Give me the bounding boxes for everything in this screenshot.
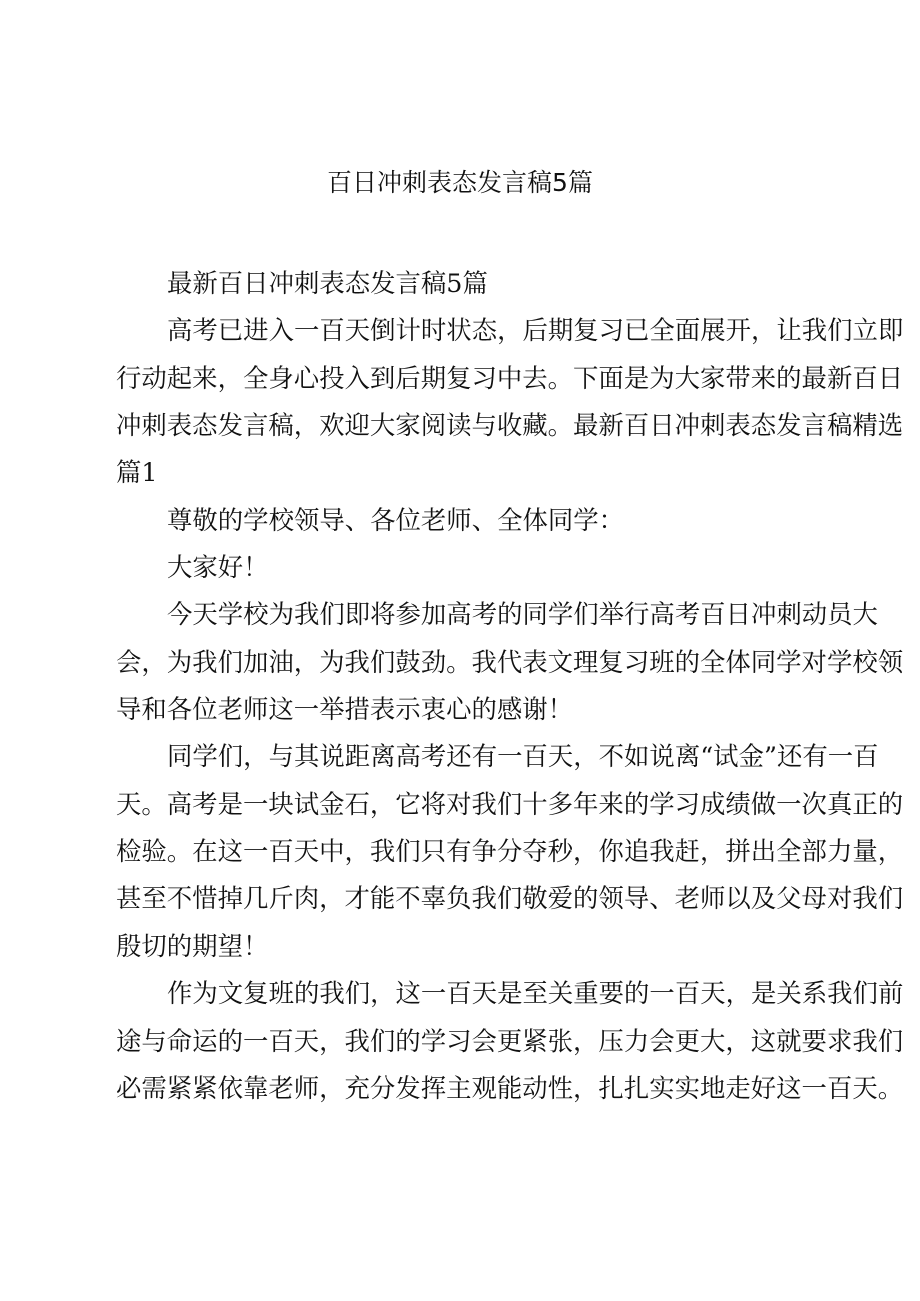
paragraph	[116, 544, 836, 591]
paragraph-line: 大家好！	[167, 552, 269, 583]
paragraph-line: 检验。在这一百天中，我们只有争分夺秒，你追我赶，拼出全部力量，	[116, 836, 904, 867]
paragraph-line: 篇1	[116, 457, 158, 488]
paragraph-line: 作为文复班的我们，这一百天是至关重要的一百天，是关系我们前	[167, 978, 904, 1009]
paragraph-line: 天。高考是一块试金石，它将对我们十多年来的学习成绩做一次真正的	[116, 788, 904, 819]
paragraph-line: 高考已进入一百天倒计时状态，后期复习已全面展开，让我们立即	[167, 315, 904, 346]
paragraph	[116, 260, 836, 307]
paragraph	[116, 497, 836, 544]
paragraph	[116, 970, 904, 1112]
paragraph	[116, 591, 904, 733]
paragraph-line: 最新百日冲刺表态发言稿5篇	[167, 268, 488, 298]
paragraph	[116, 307, 904, 496]
document-title: 百日冲刺表态发言稿5篇	[327, 168, 593, 197]
paragraph-line: 必需紧紧依靠老师，充分发挥主观能动性，扎扎实实地走好这一百天。	[116, 1072, 904, 1103]
document-body	[116, 260, 904, 1112]
paragraph-line: 冲刺表态发言稿，欢迎大家阅读与收藏。最新百日冲刺表态发言稿精选	[116, 410, 904, 441]
paragraph-line: 导和各位老师这一举措表示衷心的感谢！	[116, 694, 574, 725]
paragraph-line: 尊敬的学校领导、各位老师、全体同学：	[167, 504, 625, 535]
paragraph-line: 会，为我们加油，为我们鼓劲。我代表文理复习班的全体同学对学校领	[116, 646, 904, 677]
paragraph-line: 今天学校为我们即将参加高考的同学们举行高考百日冲刺动员大	[167, 599, 878, 630]
paragraph-line: 途与命运的一百天，我们的学习会更紧张，压力会更大，这就要求我们	[116, 1025, 904, 1056]
paragraph-line: 甚至不惜掉几斤肉，才能不辜负我们敬爱的领导、老师以及父母对我们	[116, 883, 904, 914]
paragraph-line: 同学们，与其说距离高考还有一百天，不如说离“试金”还有一百	[167, 741, 879, 772]
paragraph-line: 行动起来，全身心投入到后期复习中去。下面是为大家带来的最新百日	[116, 362, 904, 393]
paragraph-line: 殷切的期望！	[116, 930, 269, 961]
paragraph	[116, 733, 904, 970]
